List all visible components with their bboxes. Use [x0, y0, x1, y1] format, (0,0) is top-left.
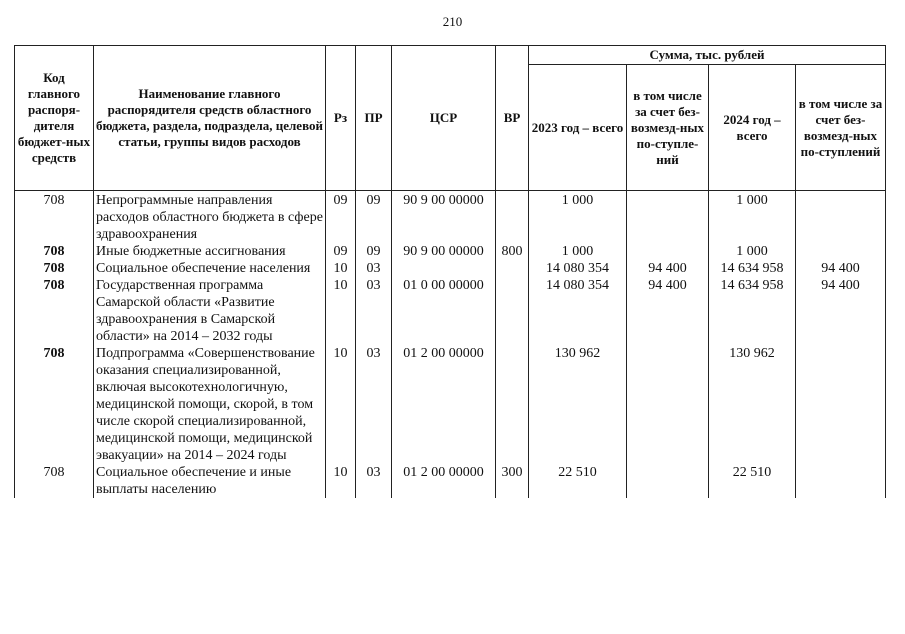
- row-2024-total: 22 510: [709, 464, 796, 498]
- header-2023-gratuitous: в том числе за счет без-возмезд-ных по-ступле-ний: [627, 65, 709, 191]
- row-code: 708: [15, 277, 94, 345]
- row-rz: 10: [326, 345, 356, 464]
- table-row: [15, 464, 886, 498]
- row-vr: [496, 345, 529, 464]
- row-2024-gratuitous: [796, 464, 886, 498]
- row-rz: 09: [326, 191, 356, 244]
- row-vr: [496, 277, 529, 345]
- page-number: 210: [442, 14, 463, 29]
- header-2023-total: 2023 год – всего: [529, 65, 627, 191]
- row-code: 708: [15, 191, 94, 244]
- header-2024-total: 2024 год – всего: [709, 65, 796, 191]
- row-2023-total: 14 080 354: [529, 260, 627, 277]
- row-pr: 03: [356, 345, 392, 464]
- row-name: Подпрограмма «Совершенствование оказания специализированной, включая высокотехнологичную, медицинской помощи, скорой, в том числе скорой специализированной, медицинской помощи, медицинской эвакуации» на 2014 – 2024 годы: [94, 345, 326, 464]
- row-2023-total: 1 000: [529, 243, 627, 260]
- row-name: Социальное обеспечение населения: [94, 260, 326, 277]
- table-row: [15, 260, 886, 277]
- row-code: 708: [15, 260, 94, 277]
- row-csr: [392, 260, 496, 277]
- header-csr: ЦСР: [392, 46, 496, 191]
- row-pr: 03: [356, 277, 392, 345]
- row-2024-total: 14 634 958: [709, 260, 796, 277]
- row-2024-total: 130 962: [709, 345, 796, 464]
- row-2024-total: 1 000: [709, 243, 796, 260]
- row-name: Иные бюджетные ассигнования: [94, 243, 326, 260]
- row-2023-gratuitous: [627, 191, 709, 244]
- row-rz: 09: [326, 243, 356, 260]
- row-2024-gratuitous: 94 400: [796, 260, 886, 277]
- header-pr: ПР: [356, 46, 392, 191]
- header-code: Код главного распоря-дителя бюджет-ных средств: [15, 46, 94, 191]
- row-csr: 90 9 00 00000: [392, 243, 496, 260]
- row-2023-gratuitous: 94 400: [627, 260, 709, 277]
- row-2024-total: 1 000: [709, 191, 796, 244]
- table-row: [15, 277, 886, 345]
- row-code: 708: [15, 243, 94, 260]
- row-2024-gratuitous: [796, 345, 886, 464]
- header-name: Наименование главного распорядителя средств областного бюджета, раздела, подраздела, целевой статьи, группы видов расходов: [94, 46, 326, 191]
- row-2024-gratuitous: 94 400: [796, 277, 886, 345]
- row-2024-gratuitous: [796, 191, 886, 244]
- row-vr: 300: [496, 464, 529, 498]
- row-name: Непрограммные направления расходов областного бюджета в сфере здравоохранения: [94, 191, 326, 244]
- row-2023-gratuitous: [627, 243, 709, 260]
- row-pr: 09: [356, 243, 392, 260]
- budget-table: [14, 45, 886, 498]
- row-2023-total: 22 510: [529, 464, 627, 498]
- row-pr: 03: [356, 464, 392, 498]
- row-rz: 10: [326, 464, 356, 498]
- row-vr: [496, 191, 529, 244]
- header-sum: Сумма, тыс. рублей: [529, 46, 886, 65]
- row-vr: 800: [496, 243, 529, 260]
- header-vr: ВР: [496, 46, 529, 191]
- row-2024-gratuitous: [796, 243, 886, 260]
- row-csr: 01 2 00 00000: [392, 464, 496, 498]
- row-pr: 09: [356, 191, 392, 244]
- row-code: 708: [15, 464, 94, 498]
- row-csr: 01 2 00 00000: [392, 345, 496, 464]
- row-rz: 10: [326, 277, 356, 345]
- row-2023-gratuitous: 94 400: [627, 277, 709, 345]
- row-code: 708: [15, 345, 94, 464]
- row-2023-total: 14 080 354: [529, 277, 627, 345]
- row-2024-total: 14 634 958: [709, 277, 796, 345]
- header-2024-gratuitous: в том числе за счет без-возмезд-ных по-ступлений: [796, 65, 886, 191]
- table-row: [15, 243, 886, 260]
- row-csr: 01 0 00 00000: [392, 277, 496, 345]
- row-pr: 03: [356, 260, 392, 277]
- table-row: [15, 345, 886, 464]
- row-vr: [496, 260, 529, 277]
- row-2023-gratuitous: [627, 464, 709, 498]
- row-name: Социальное обеспечение и иные выплаты населению: [94, 464, 326, 498]
- row-2023-total: 1 000: [529, 191, 627, 244]
- row-name: Государственная программа Самарской области «Развитие здравоохранения в Самарской области» на 2014 – 2032 годы: [94, 277, 326, 345]
- row-2023-total: 130 962: [529, 345, 627, 464]
- header-rz: Рз: [326, 46, 356, 191]
- row-rz: 10: [326, 260, 356, 277]
- row-csr: 90 9 00 00000: [392, 191, 496, 244]
- table-row: [15, 191, 886, 244]
- row-2023-gratuitous: [627, 345, 709, 464]
- table-header: [15, 46, 886, 191]
- table-body: [15, 191, 886, 499]
